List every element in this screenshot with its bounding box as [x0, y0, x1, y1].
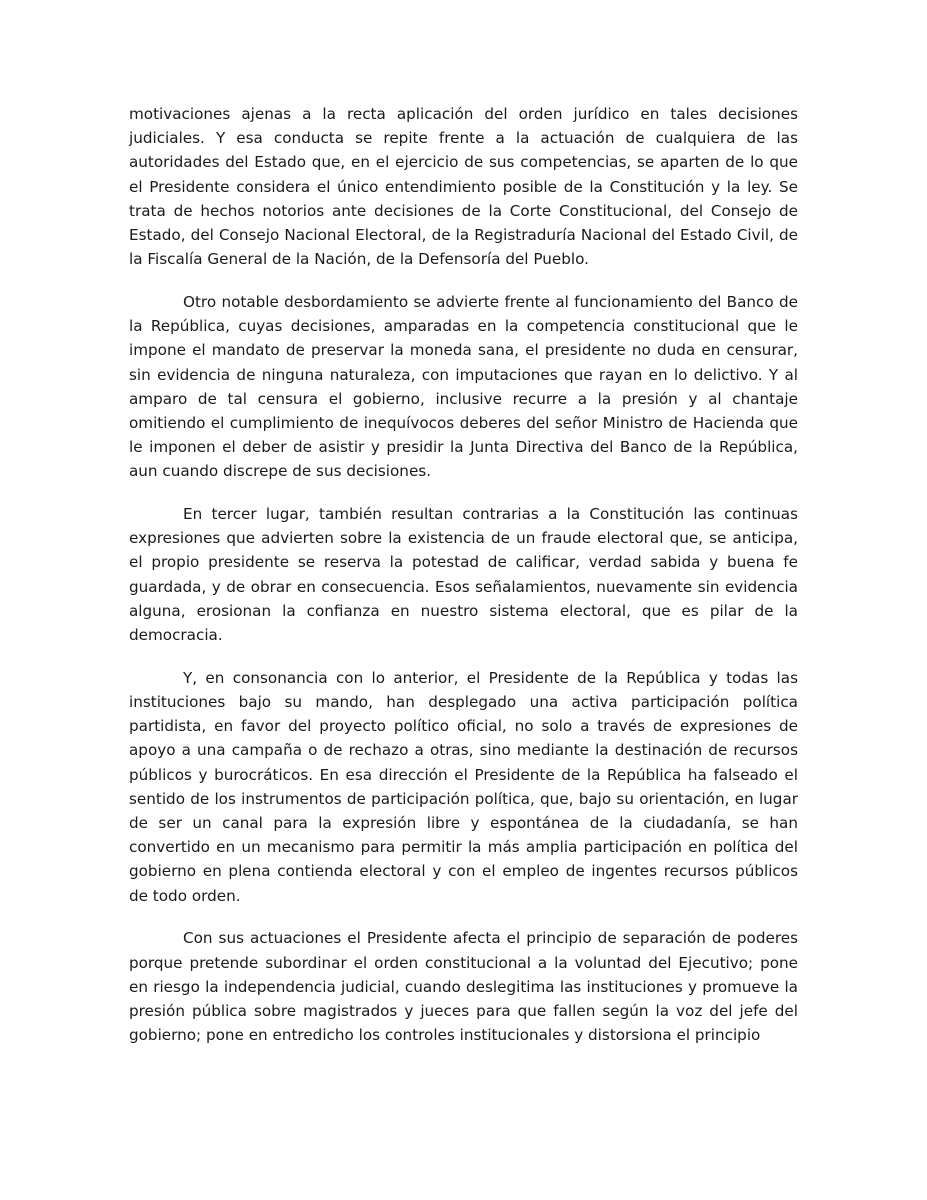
document-body [129, 102, 798, 1066]
paragraph-1: motivaciones ajenas a la recta aplicación del orden jurídico en tales decisiones judiciales. Y esa conducta se repite frente a la actuación de cualquiera de las autoridades del Estado que, en el ejercicio de sus competencias, se aparten de lo que el Presidente considera el único entendimiento posible de la Constitución y la ley. Se trata de hechos notorios ante decisiones de la Corte Constitucional, del Consejo de Estado, del Consejo Nacional Electoral, de la Registraduría Nacional del Estado Civil, de la Fiscalía General de la Nación, de la Defensoría del Pueblo. [129, 105, 798, 269]
paragraph-4: Y, en consonancia con lo anterior, el Presidente de la República y todas las instituciones bajo su mando, han desplegado una activa participación política partidista, en favor del proyecto político oficial, no solo a través de expresiones de apoyo a una campaña o de rechazo a otras, sino mediante la destinación de recursos públicos y burocráticos. En esa dirección el Presidente de la República ha falseado el sentido de los instrumentos de participación política, que, bajo su orientación, en lugar de ser un canal para la expresión libre y espontánea de la ciudadanía, se han convertido en un mecanismo para permitir la más amplia participación en política del gobierno en plena contienda electoral y con el empleo de ingentes recursos públicos de todo orden. [129, 668, 798, 905]
paragraph-3: En tercer lugar, también resultan contrarias a la Constitución las continuas expresiones que advierten sobre la existencia de un fraude electoral que, se anticipa, el propio presidente se reserva la potestad de calificar, verdad sabida y buena fe guardada, y de obrar en consecuencia. Esos señalamientos, nuevamente sin evidencia alguna, erosionan la confianza en nuestro sistema electoral, que es pilar de la democracia. [129, 505, 798, 645]
paragraph-2: Otro notable desbordamiento se advierte frente al funcionamiento del Banco de la República, cuyas decisiones, amparadas en la competencia constitucional que le impone el mandato de preservar la moneda sana, el presidente no duda en censurar, sin evidencia de ninguna naturaleza, con imputaciones que rayan en lo delictivo. Y al amparo de tal censura el gobierno, inclusive recurre a la presión y al chantaje omitiendo el cumplimiento de inequívocos deberes del señor Ministro de Hacienda que le imponen el deber de asistir y presidir la Junta Directiva del Banco de la República, aun cuando discrepe de sus decisiones. [129, 292, 798, 481]
paragraph-5: Con sus actuaciones el Presidente afecta el principio de separación de poderes porque pretende subordinar el orden constitucional a la voluntad del Ejecutivo; pone en riesgo la independencia judicial, cuando deslegitima las instituciones y promueve la presión pública sobre magistrados y jueces para que fallen según la voz del jefe del gobierno; pone en entredicho los controles institucionales y distorsiona el principio [129, 929, 798, 1045]
